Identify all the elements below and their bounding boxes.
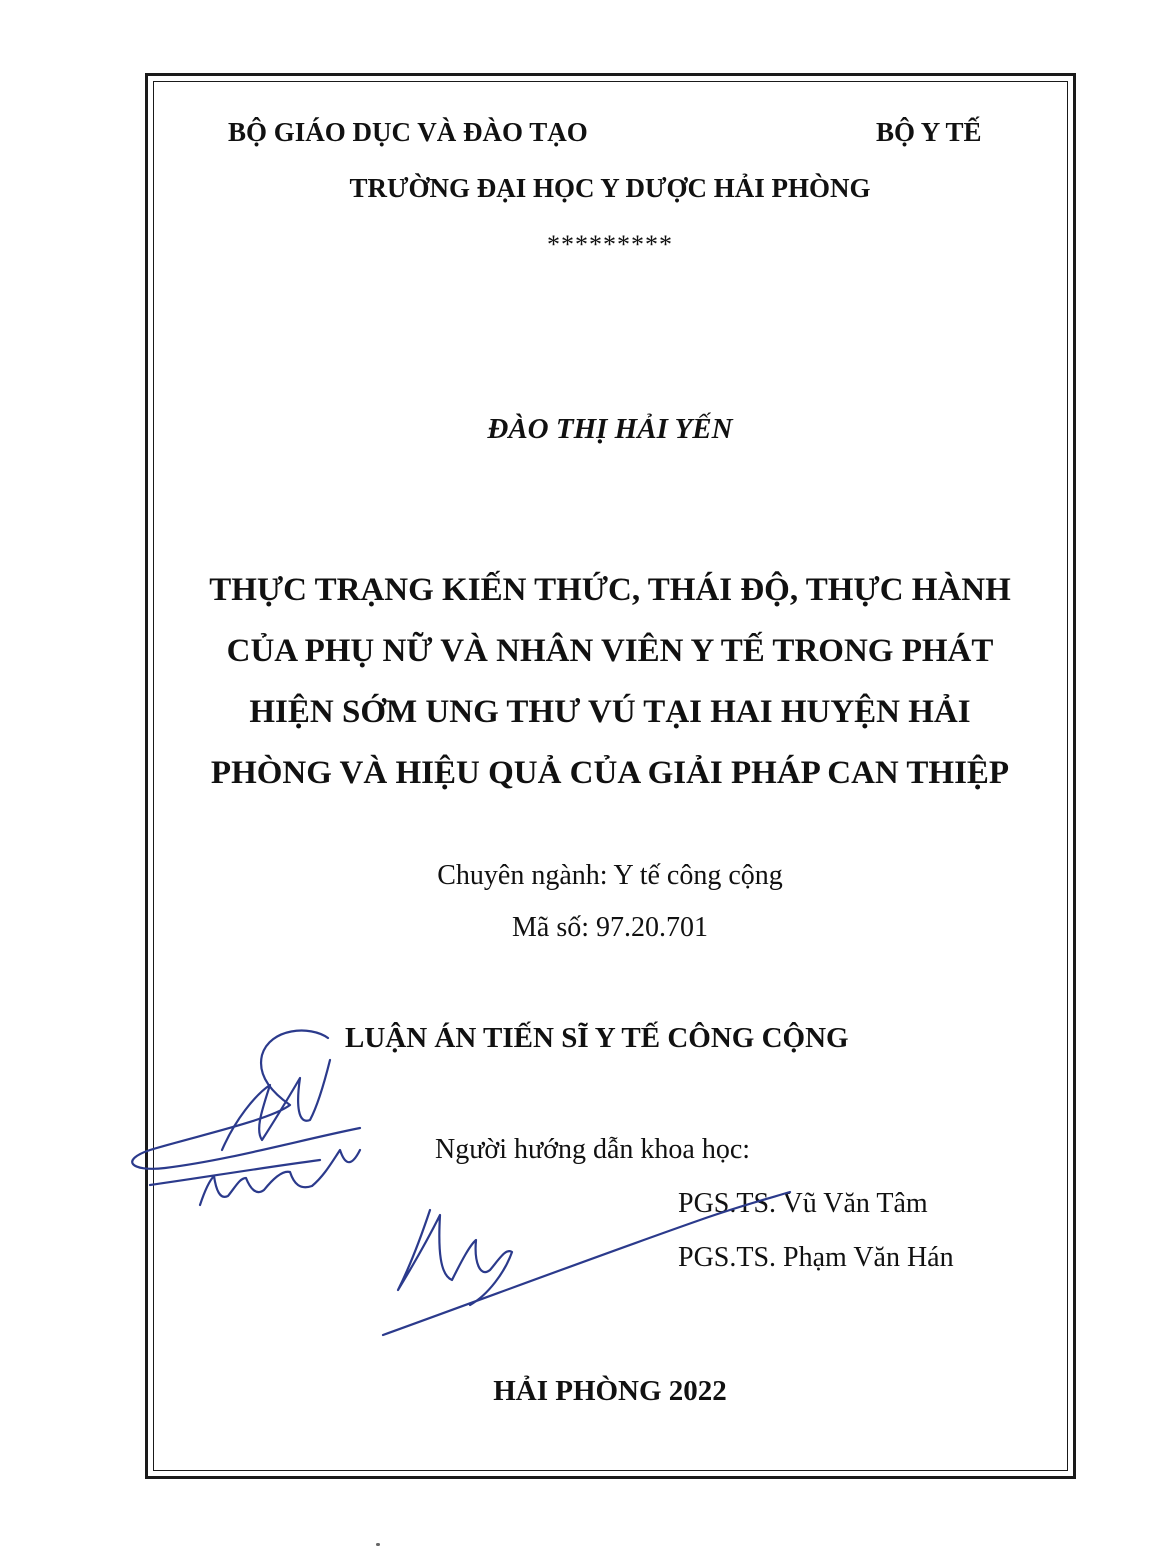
signature-stroke <box>132 1031 360 1169</box>
ministry-of-health: BỘ Y TẾ <box>876 117 982 147</box>
advisor-name: PGS.TS. Vũ Văn Tâm <box>678 1188 928 1219</box>
university-name: TRƯỜNG ĐẠI HỌC Y DƯỢC HẢI PHÒNG <box>349 173 871 203</box>
advisors-label: Người hướng dẫn khoa học: <box>435 1134 751 1165</box>
thesis-title-line: HIỆN SỚM UNG THƯ VÚ TẠI HAI HUYỆN HẢI <box>249 694 971 730</box>
degree-title: LUẬN ÁN TIẾN SĨ Y TẾ CÔNG CỘNG <box>345 1022 849 1054</box>
separator-stars: ********* <box>547 230 673 259</box>
thesis-title-line: THỰC TRẠNG KIẾN THỨC, THÁI ĐỘ, THỰC HÀNH <box>209 572 1011 608</box>
signature-stroke <box>222 1060 330 1150</box>
author-name: ĐÀO THỊ HẢI YẾN <box>487 413 733 445</box>
advisor-name: PGS.TS. Phạm Văn Hán <box>678 1242 954 1273</box>
scan-speck <box>376 1543 380 1546</box>
signature-stroke <box>383 1192 790 1335</box>
ministry-of-education: BỘ GIÁO DỤC VÀ ĐÀO TẠO <box>228 117 588 147</box>
signature-stroke <box>398 1210 512 1305</box>
place-and-year: HẢI PHÒNG 2022 <box>493 1375 727 1407</box>
specialization: Chuyên ngành: Y tế công cộng <box>437 860 783 891</box>
specialization-code: Mã số: 97.20.701 <box>512 912 708 943</box>
thesis-title-line: PHÒNG VÀ HIỆU QUẢ CỦA GIẢI PHÁP CAN THIỆP <box>210 755 1010 791</box>
thesis-title-line: CỦA PHỤ NỮ VÀ NHÂN VIÊN Y TẾ TRONG PHÁT <box>226 633 994 669</box>
